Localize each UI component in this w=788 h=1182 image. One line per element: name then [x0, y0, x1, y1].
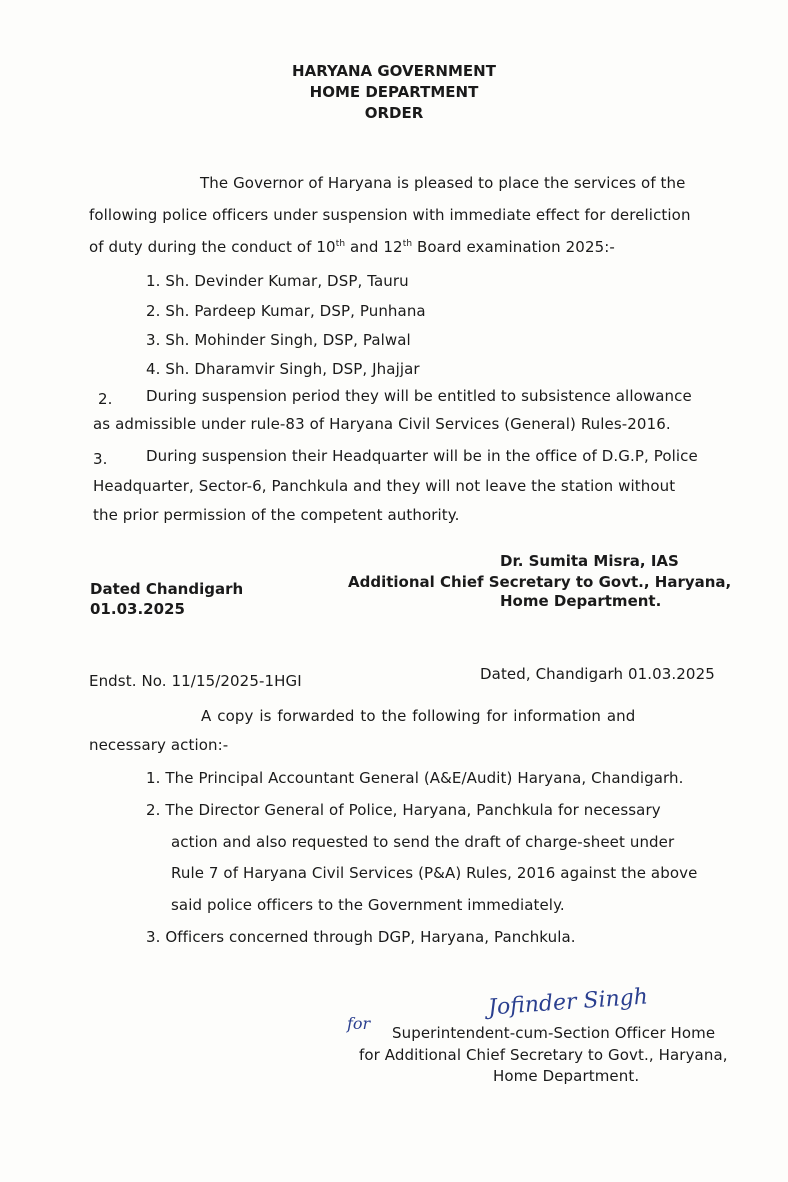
signatory-name: Dr. Sumita Misra, IAS	[500, 552, 679, 570]
para3-number: 3.	[93, 450, 108, 468]
header-department: HOME DEPARTMENT	[309, 83, 479, 101]
para3-line2: Headquarter, Sector-6, Panchkula and they will not leave the station without	[93, 477, 676, 495]
para3-line3: the prior permission of the competent authority.	[93, 506, 460, 524]
endorsement-intro-line2: necessary action:-	[89, 736, 229, 754]
endorsement-item-cont: action and also requested to send the draft of charge-sheet under	[171, 833, 675, 851]
officer-item: 3. Sh. Mohinder Singh, DSP, Palwal	[146, 331, 411, 349]
endorsement-item: 3. Officers concerned through DGP, Haryana, Panchkula.	[146, 928, 576, 946]
endorsement-number: Endst. No. 11/15/2025-1HGI	[89, 672, 302, 690]
para1-line1: The Governor of Haryana is pleased to place the services of the	[200, 174, 686, 192]
header-government: HARYANA GOVERNMENT	[292, 62, 496, 80]
para2-number: 2.	[98, 390, 113, 408]
for-mark: for	[347, 1014, 371, 1033]
header-order: ORDER	[364, 104, 424, 122]
para2-line2: as admissible under rule-83 of Haryana Civil Services (General) Rules-2016.	[93, 415, 671, 433]
handwritten-signature: Jofinder Singh	[487, 984, 649, 1021]
signatory-department: Home Department.	[500, 592, 662, 610]
para1-line3: of duty during the conduct of 10th and 12th Board examination 2025:-	[89, 238, 615, 256]
footer-line1: Superintendent-cum-Section Officer Home	[392, 1024, 716, 1042]
dated-place: Dated Chandigarh	[90, 580, 244, 598]
endorsement-item: 1. The Principal Accountant General (A&E/Audit) Haryana, Chandigarh.	[146, 769, 684, 787]
endorsement-item-cont: Rule 7 of Haryana Civil Services (P&A) Rules, 2016 against the above	[171, 864, 698, 882]
officer-item: 4. Sh. Dharamvir Singh, DSP, Jhajjar	[146, 360, 420, 378]
para1-line2: following police officers under suspension with immediate effect for dereliction	[89, 206, 691, 224]
footer-line2: for Additional Chief Secretary to Govt., Haryana,	[359, 1046, 728, 1064]
endorsement-intro-line1: A copy is forwarded to the following for information and	[201, 707, 636, 725]
endorsement-item-cont: said police officers to the Government immediately.	[171, 896, 565, 914]
endorsement-item: 2. The Director General of Police, Haryana, Panchkula for necessary	[146, 801, 661, 819]
officer-item: 1. Sh. Devinder Kumar, DSP, Tauru	[146, 272, 409, 290]
footer-line3: Home Department.	[493, 1067, 640, 1085]
para2-line1: During suspension period they will be entitled to subsistence allowance	[146, 387, 692, 405]
officer-item: 2. Sh. Pardeep Kumar, DSP, Punhana	[146, 302, 426, 320]
dated-date: 01.03.2025	[90, 600, 185, 618]
signatory-designation: Additional Chief Secretary to Govt., Haryana,	[348, 573, 732, 591]
endorsement-dated: Dated, Chandigarh 01.03.2025	[480, 665, 715, 683]
para3-line1: During suspension their Headquarter will be in the office of D.G.P, Police	[146, 447, 698, 465]
